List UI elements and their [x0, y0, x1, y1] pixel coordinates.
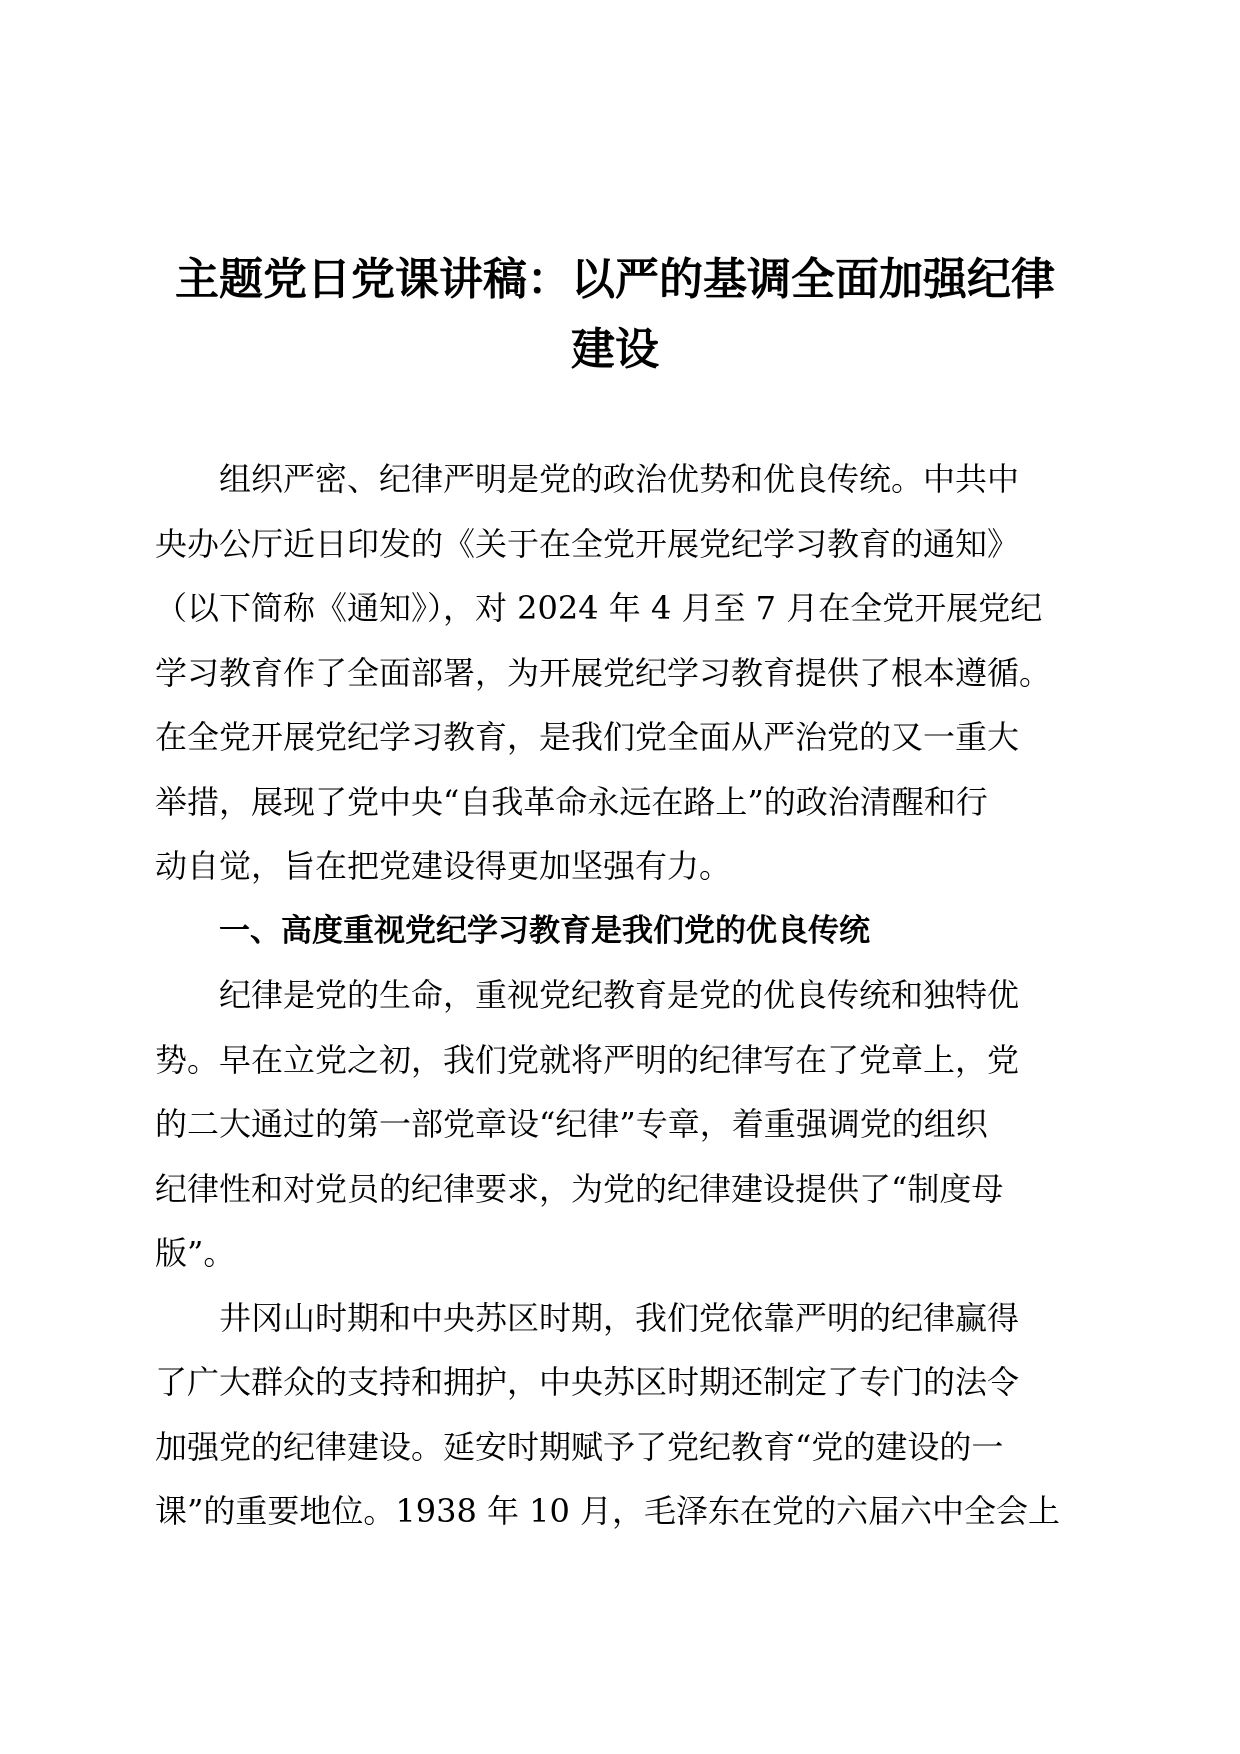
text-line: 组织严密、纪律严明是党的政治优势和优良传统。中共中 [219, 460, 1020, 498]
paragraph-history [155, 1286, 1085, 1544]
text-line: 势。早在立党之初，我们党就将严明的纪律写在了党章上，党 [155, 1040, 1020, 1079]
text-line: 举措，展现了党中央“自我革命永远在路上”的政治清醒和行 [155, 782, 988, 821]
section-heading [155, 899, 1085, 964]
paragraph-discipline [155, 963, 1085, 1286]
text-line: 纪律是党的生命，重视党纪教育是党的优良传统和独特优 [219, 976, 1020, 1014]
text-line: 课”的重要地位。1938 年 10 月，毛泽东在党的六届六中全会上 [155, 1492, 1061, 1530]
text-line: 了广大群众的支持和拥护，中央苏区时期还制定了专门的法令 [155, 1363, 1020, 1401]
text-line: 央办公厅近日印发的《关于在全党开展党纪学习教育的通知》 [155, 524, 1020, 563]
text-line: 纪律性和对党员的纪律要求，为党的纪律建设提供了“制度母 [155, 1169, 1004, 1208]
text-line: 井冈山时期和中央苏区时期，我们党依靠严明的纪律赢得 [219, 1298, 1020, 1337]
document-title [140, 245, 1090, 385]
text-line: 在全党开展党纪学习教育，是我们党全面从严治党的又一重大 [155, 718, 1020, 756]
text-line: 的二大通过的第一部党章设“纪律”专章，着重强调党的组织 [155, 1105, 988, 1143]
text-line: 版”。 [155, 1234, 236, 1272]
text-line: 学习教育作了全面部署，为开展党纪学习教育提供了根本遵循。 [155, 653, 1052, 692]
document-body [155, 447, 1085, 1544]
paragraph-intro [155, 447, 1085, 899]
text-line: （以下简称《通知》），对 2024 年 4 月至 7 月在全党开展党纪 [155, 589, 1043, 627]
text-line: 动自觉，旨在把党建设得更加坚强有力。 [155, 847, 732, 885]
text-line: 加强党的纪律建设。延安时期赋予了党纪教育“党的建设的一 [155, 1427, 1004, 1466]
title-line: 主题党日党课讲稿：以严的基调全面加强纪律 [175, 254, 1055, 305]
title-line: 建设 [571, 324, 659, 375]
section-heading-text: 一、高度重视党纪学习教育是我们党的优良传统 [219, 912, 870, 949]
